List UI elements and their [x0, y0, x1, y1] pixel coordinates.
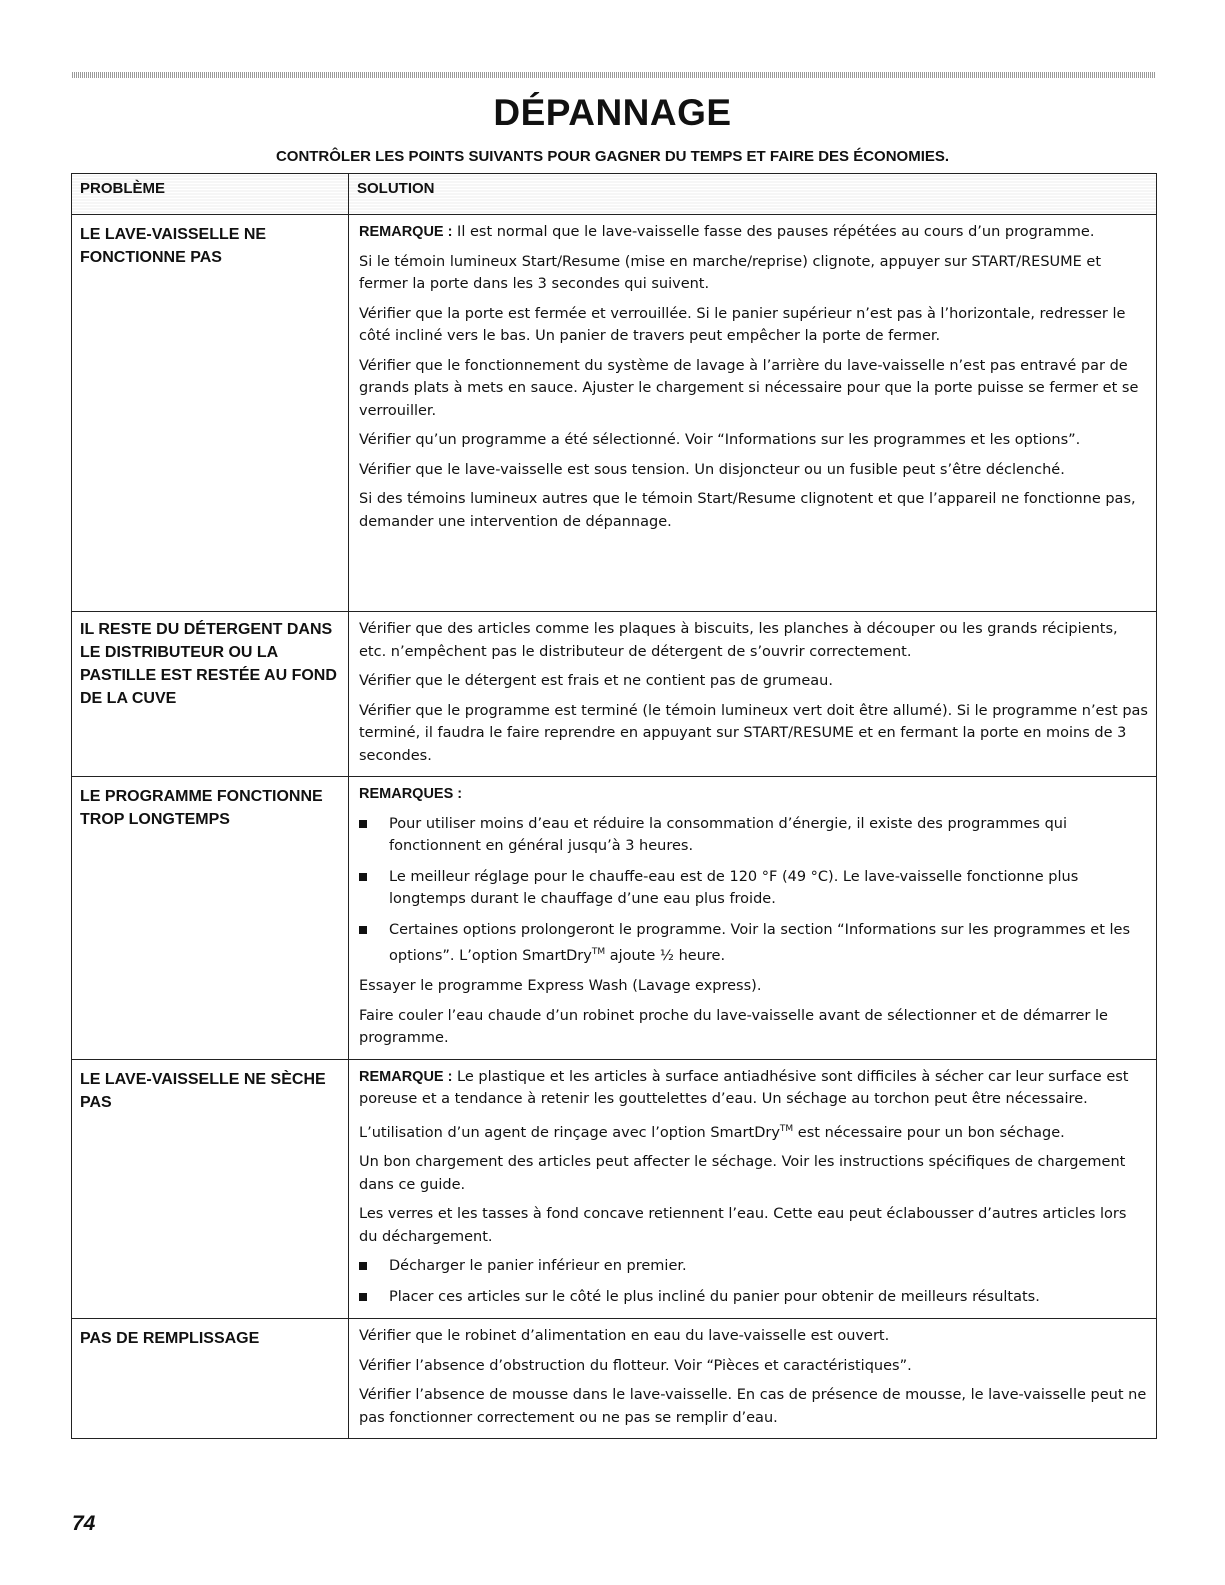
bullet-square-icon: [359, 820, 367, 828]
bullet-square-icon: [359, 1293, 367, 1301]
note-label: REMARQUE :: [359, 1068, 453, 1085]
table-row: [72, 777, 1157, 1060]
solution-paragraph: Vérifier que des articles comme les plaques à biscuits, les planches à découper ou les grands récipients, etc. n’empêchent pas le distributeur de détergent de s’ouvrir correctement.: [359, 621, 1118, 660]
troubleshooting-table: [71, 173, 1157, 1439]
solution-cell: [349, 1319, 1157, 1439]
solution-paragraph: Vérifier que le fonctionnement du système de lavage à l’arrière du lave-vaisselle n’est pas entravé par de grands plats à mets en sauce. Ajuster le chargement si nécessaire pour que la porte puisse se fermer et se verrouiller.: [359, 357, 1139, 419]
bullet-text: Placer ces articles sur le côté le plus incliné du panier pour obtenir de meilleurs résultats.: [389, 1288, 1040, 1305]
problem-cell: LE LAVE-VAISSELLE NE FONCTIONNE PAS: [72, 215, 349, 612]
bullet-square-icon: [359, 926, 367, 934]
solution-paragraph: [359, 1066, 1148, 1111]
note-label: REMARQUES :: [359, 786, 463, 802]
bullet-text: ajoute ½ heure.: [605, 947, 726, 964]
page-subtitle: CONTRÔLER LES POINTS SUIVANTS POUR GAGNER DU TEMPS ET FAIRE DES ÉCONOMIES.: [275, 148, 950, 165]
solution-paragraph: Vérifier que le robinet d’alimentation en eau du lave-vaisselle est ouvert.: [359, 1328, 890, 1345]
note-label: REMARQUE :: [359, 224, 453, 240]
bullet-item: [359, 919, 1148, 968]
trademark-mark: TM: [779, 1123, 794, 1134]
column-header-problem: PROBLÈME: [72, 174, 349, 215]
bullet-square-icon: [359, 1262, 367, 1270]
solution-paragraph: [359, 221, 1148, 244]
solution-paragraph: [359, 1118, 1148, 1144]
note-text: Il est normal que le lave-vaisselle fasse des pauses répétées au cours d’un programme.: [452, 224, 1095, 240]
solution-paragraph: Si des témoins lumineux autres que le témoin Start/Resume clignotent et que l’appareil ne fonctionne pas, demander une intervention de dépannage.: [359, 491, 1136, 530]
bullet-item: [359, 866, 1148, 911]
solution-text: est nécessaire pour un bon séchage.: [793, 1124, 1065, 1141]
problem-cell: PAS DE REMPLISSAGE: [72, 1319, 349, 1439]
solution-paragraph: Vérifier que le programme est terminé (le témoin lumineux vert doit être allumé). Si le programme n’est pas terminé, il faudra le faire reprendre en appuyant sur START/RESUME et en fermant la porte en moins de 3 secondes.: [359, 702, 1148, 764]
note-text: Le plastique et les articles à surface antiadhésive sont difficiles à sécher car leur surface est poreuse et a tendance à retenir les gouttelettes d’eau. Un séchage au torchon peut être nécessaire.: [359, 1068, 1129, 1108]
solution-paragraph: Les verres et les tasses à fond concave retiennent l’eau. Cette eau peut éclabousser d’autres articles lors du déchargement.: [359, 1206, 1127, 1245]
solution-paragraph: Vérifier que le détergent est frais et ne contient pas de grumeau.: [359, 673, 833, 689]
page-number: 74: [72, 1512, 96, 1535]
solution-paragraph: Un bon chargement des articles peut affecter le séchage. Voir les instructions spécifiques de chargement dans ce guide.: [359, 1154, 1126, 1193]
solution-text: L’utilisation d’un agent de rinçage avec l’option SmartDry: [359, 1124, 780, 1141]
bullet-square-icon: [359, 873, 367, 881]
bullet-item: [359, 1286, 1148, 1309]
solution-paragraph: Vérifier l’absence d’obstruction du flotteur. Voir “Pièces et caractéristiques”.: [359, 1357, 912, 1374]
solution-paragraph: Vérifier l’absence de mousse dans le lave-vaisselle. En cas de présence de mousse, le lave-vaisselle peut ne pas fonctionner correctement ou ne pas se remplir d’eau.: [359, 1387, 1147, 1426]
table-row: [72, 612, 1157, 777]
table-row: [72, 215, 1157, 612]
solution-paragraph: Faire couler l’eau chaude d’un robinet proche du lave-vaisselle avant de sélectionner et de démarrer le programme.: [359, 1007, 1108, 1047]
solution-cell: [349, 1059, 1157, 1318]
column-header-solution: SOLUTION: [349, 174, 1157, 215]
solution-paragraph: Vérifier que le lave-vaisselle est sous tension. Un disjoncteur ou un fusible peut s’être déclenché.: [359, 461, 1065, 478]
table-header-row: [72, 174, 1157, 215]
table-row: [72, 1319, 1157, 1439]
bullet-text: Décharger le panier inférieur en premier.: [389, 1258, 687, 1275]
solution-cell: [349, 777, 1157, 1060]
bullet-text: Le meilleur réglage pour le chauffe-eau est de 120 °F (49 °C). Le lave-vaisselle fonctionne plus longtemps durant le chauffage d’une eau plus froide.: [389, 868, 1079, 907]
trademark-mark: TM: [591, 947, 606, 957]
solution-paragraph: Essayer le programme Express Wash (Lavage express).: [359, 978, 762, 995]
bullet-text: Pour utiliser moins d’eau et réduire la consommation d’énergie, il existe des programmes qui fonctionnent en général jusqu’à 3 heures.: [389, 815, 1067, 854]
problem-cell: IL RESTE DU DÉTERGENT DANS LE DISTRIBUTEUR OU LA PASTILLE EST RESTÉE AU FOND DE LA CUVE: [72, 612, 349, 777]
header-rule: [72, 72, 1156, 78]
bullet-item: [359, 1255, 1148, 1278]
problem-cell: LE PROGRAMME FONCTIONNE TROP LONGTEMPS: [72, 777, 349, 1060]
bullet-item: [359, 813, 1148, 858]
table-row: [72, 1059, 1157, 1318]
problem-cell: LE LAVE-VAISSELLE NE SÈCHE PAS: [72, 1059, 349, 1318]
page-title: DÉPANNAGE: [493, 92, 732, 133]
bullet-text: Certaines options prolongeront le programme. Voir la section “Informations sur les programmes et les options”. L’option SmartDry: [389, 921, 1131, 964]
solution-paragraph: Vérifier que la porte est fermée et verrouillée. Si le panier supérieur n’est pas à l’horizontale, redresser le côté incliné vers le bas. Un panier de travers peut empêcher la porte de fermer.: [359, 305, 1126, 344]
solution-paragraph: Si le témoin lumineux Start/Resume (mise en marche/reprise) clignote, appuyer sur START/RESUME et fermer la porte dans les 3 secondes qui suivent.: [359, 253, 1102, 292]
solution-paragraph: Vérifier qu’un programme a été sélectionné. Voir “Informations sur les programmes et les options”.: [359, 432, 1081, 448]
solution-cell: [349, 612, 1157, 777]
solution-cell: [349, 215, 1157, 612]
